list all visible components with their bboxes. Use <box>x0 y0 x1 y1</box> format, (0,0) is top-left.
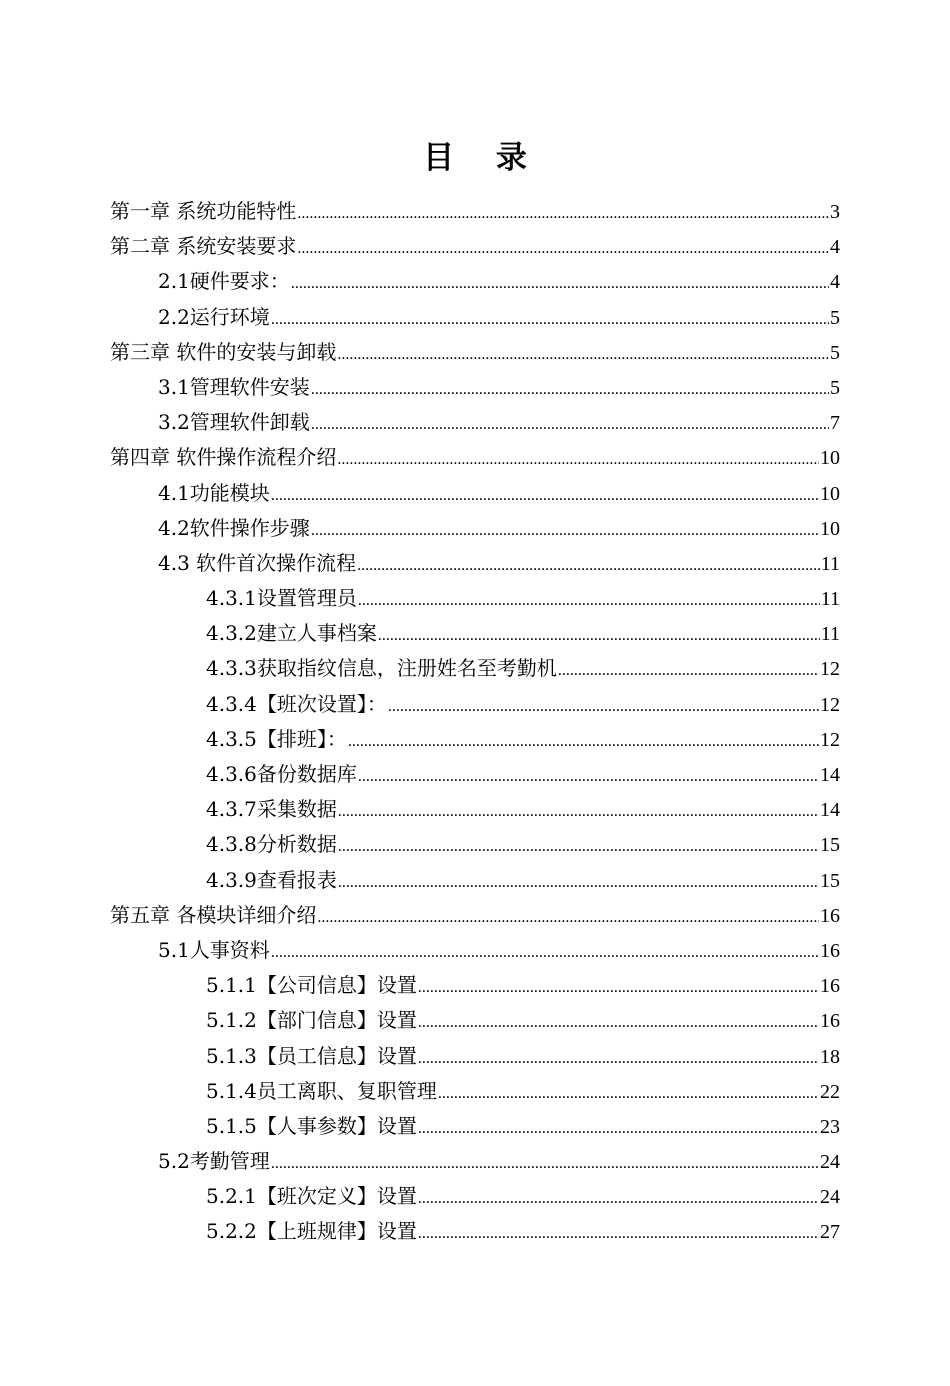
toc-entry[interactable] <box>110 651 840 686</box>
toc-entry-page: 11 <box>820 552 840 575</box>
toc-entry-label: 第一章 系统功能特性 <box>110 199 297 223</box>
toc-entry-page: 10 <box>820 517 840 540</box>
toc-entry[interactable] <box>110 722 840 757</box>
toc-entry-page: 12 <box>820 728 840 751</box>
toc-entry-label: 5.2.2【上班规律】设置 <box>206 1219 417 1244</box>
toc-entry[interactable] <box>110 863 840 898</box>
toc-entry[interactable] <box>110 300 840 335</box>
toc-dot-leader <box>358 759 819 794</box>
toc-entry-label: 4.3.7采集数据 <box>206 797 337 822</box>
toc-entry-page: 24 <box>820 1151 840 1174</box>
toc-dot-leader <box>418 1005 819 1040</box>
toc-entry-page: 15 <box>820 834 840 857</box>
toc-entry-label: 第三章 软件的安装与卸载 <box>110 339 337 364</box>
toc-dot-leader <box>271 302 829 337</box>
toc-entry-label: 4.2软件操作步骤 <box>158 515 310 540</box>
toc-entry[interactable] <box>110 1039 840 1074</box>
toc-entry-label: 第五章 各模块详细介绍 <box>110 902 317 927</box>
toc-entry[interactable] <box>110 440 840 475</box>
toc-entry-label: 3.2管理软件卸载 <box>158 410 310 435</box>
toc-entry-page: 24 <box>820 1186 840 1209</box>
toc-entry-label: 2.2运行环境 <box>158 304 270 329</box>
toc-entry-label: 4.3.2建立人事档案 <box>206 621 377 646</box>
toc-entry-label: 第四章 软件操作流程介绍 <box>110 445 337 470</box>
toc-dot-leader <box>271 935 819 970</box>
toc-entry-label: 5.1人事资料 <box>158 937 270 962</box>
toc-entry-page: 7 <box>830 412 840 435</box>
page-title: 目 录 <box>423 140 543 176</box>
toc-dot-leader <box>357 548 820 583</box>
toc-entry[interactable] <box>110 476 840 511</box>
toc-dot-leader <box>271 478 819 513</box>
toc-dot-leader <box>418 1041 819 1076</box>
toc-entry-label: 4.3.3获取指纹信息，注册姓名至考勤机 <box>206 656 557 681</box>
toc-entry-label: 4.3.1设置管理员 <box>206 586 357 611</box>
toc-dot-leader <box>338 829 819 864</box>
toc-entry-page: 11 <box>820 623 840 646</box>
toc-entry[interactable] <box>110 933 840 968</box>
toc-entry-page: 3 <box>830 201 840 223</box>
toc-dot-leader <box>297 231 829 266</box>
toc-entry[interactable] <box>110 229 840 264</box>
toc-dot-leader <box>418 1216 819 1251</box>
toc-entry[interactable] <box>110 581 840 616</box>
toc-entry[interactable] <box>110 546 840 581</box>
toc-dot-leader <box>291 266 829 301</box>
toc-entry-label: 4.3.4【班次设置】： <box>206 691 387 716</box>
toc-entry-page: 27 <box>820 1221 840 1244</box>
toc-entry-page: 5 <box>830 341 840 364</box>
toc-entry-page: 16 <box>820 975 840 998</box>
toc-entry-page: 14 <box>820 764 840 786</box>
toc-entry[interactable] <box>110 194 840 229</box>
toc-entry-label: 5.2考勤管理 <box>158 1149 270 1174</box>
toc-entry[interactable] <box>110 616 840 651</box>
toc-dot-leader <box>317 900 819 935</box>
toc-entry-label: 4.3.9查看报表 <box>206 867 337 892</box>
toc-entry[interactable] <box>110 1144 840 1179</box>
toc-dot-leader <box>337 337 829 372</box>
toc-entry[interactable] <box>110 1179 840 1214</box>
toc-entry[interactable] <box>110 968 840 1003</box>
toc-dot-leader <box>418 970 819 1005</box>
table-of-contents <box>110 194 840 1250</box>
toc-entry-label: 3.1管理软件安装 <box>158 374 310 399</box>
toc-entry[interactable] <box>110 827 840 862</box>
toc-dot-leader <box>338 865 819 900</box>
toc-entry-page: 12 <box>820 693 840 716</box>
toc-entry-page: 10 <box>820 482 840 505</box>
toc-entry[interactable] <box>110 1003 840 1038</box>
toc-dot-leader <box>338 794 819 829</box>
toc-entry[interactable] <box>110 898 840 933</box>
toc-entry-page: 10 <box>820 447 840 470</box>
toc-dot-leader <box>311 407 829 442</box>
toc-entry[interactable] <box>110 757 840 792</box>
toc-entry-page: 16 <box>820 904 840 927</box>
toc-entry-page: 4 <box>830 236 840 259</box>
toc-dot-leader <box>378 618 820 653</box>
toc-entry[interactable] <box>110 511 840 546</box>
toc-entry[interactable] <box>110 370 840 405</box>
toc-entry-page: 18 <box>820 1045 840 1068</box>
toc-entry-page: 5 <box>830 376 840 399</box>
toc-entry-page: 12 <box>820 658 840 681</box>
toc-entry-label: 4.3.8分析数据 <box>206 832 337 857</box>
toc-dot-leader <box>438 1076 819 1111</box>
toc-dot-leader <box>418 1111 819 1146</box>
toc-entry-page: 14 <box>820 799 840 822</box>
toc-entry-label: 5.1.2【部门信息】设置 <box>206 1008 417 1033</box>
toc-dot-leader <box>348 724 819 759</box>
toc-entry-label: 4.3.5【排班】： <box>206 726 347 751</box>
toc-entry-page: 4 <box>830 271 840 294</box>
toc-entry-label: 5.2.1【班次定义】设置 <box>206 1184 417 1209</box>
toc-dot-leader <box>388 689 819 724</box>
toc-entry-page: 15 <box>820 869 840 892</box>
toc-entry-page: 22 <box>820 1080 840 1103</box>
toc-entry-page: 23 <box>820 1115 840 1138</box>
toc-entry-label: 2.1硬件要求： <box>158 269 290 294</box>
toc-entry-label: 4.3 软件首次操作流程 <box>158 550 357 575</box>
toc-entry-label: 4.3.6备份数据库 <box>206 762 357 786</box>
toc-entry[interactable] <box>110 792 840 827</box>
toc-entry[interactable] <box>110 687 840 722</box>
toc-entry-page: 16 <box>820 939 840 962</box>
toc-entry[interactable] <box>110 1109 840 1144</box>
toc-entry-label: 4.1功能模块 <box>158 480 270 505</box>
toc-entry-label: 第二章 系统安装要求 <box>110 234 297 259</box>
toc-dot-leader <box>418 1181 819 1216</box>
toc-dot-leader <box>358 583 820 618</box>
toc-entry-page: 11 <box>820 588 840 611</box>
toc-dot-leader <box>297 196 829 231</box>
toc-dot-leader <box>311 372 829 407</box>
toc-entry[interactable] <box>110 264 840 299</box>
toc-dot-leader <box>337 442 819 477</box>
toc-entry[interactable] <box>110 1214 840 1249</box>
toc-entry-page: 5 <box>830 306 840 329</box>
toc-dot-leader <box>311 513 819 548</box>
toc-entry-label: 5.1.3【员工信息】设置 <box>206 1043 417 1068</box>
toc-entry-label: 5.1.5【人事参数】设置 <box>206 1113 417 1138</box>
toc-dot-leader <box>558 653 819 688</box>
toc-dot-leader <box>271 1146 819 1181</box>
toc-entry[interactable] <box>110 1074 840 1109</box>
toc-entry[interactable] <box>110 405 840 440</box>
toc-entry[interactable] <box>110 335 840 370</box>
toc-entry-page: 16 <box>820 1010 840 1033</box>
toc-entry-label: 5.1.4员工离职、复职管理 <box>206 1078 437 1103</box>
toc-entry-label: 5.1.1【公司信息】设置 <box>206 973 417 998</box>
